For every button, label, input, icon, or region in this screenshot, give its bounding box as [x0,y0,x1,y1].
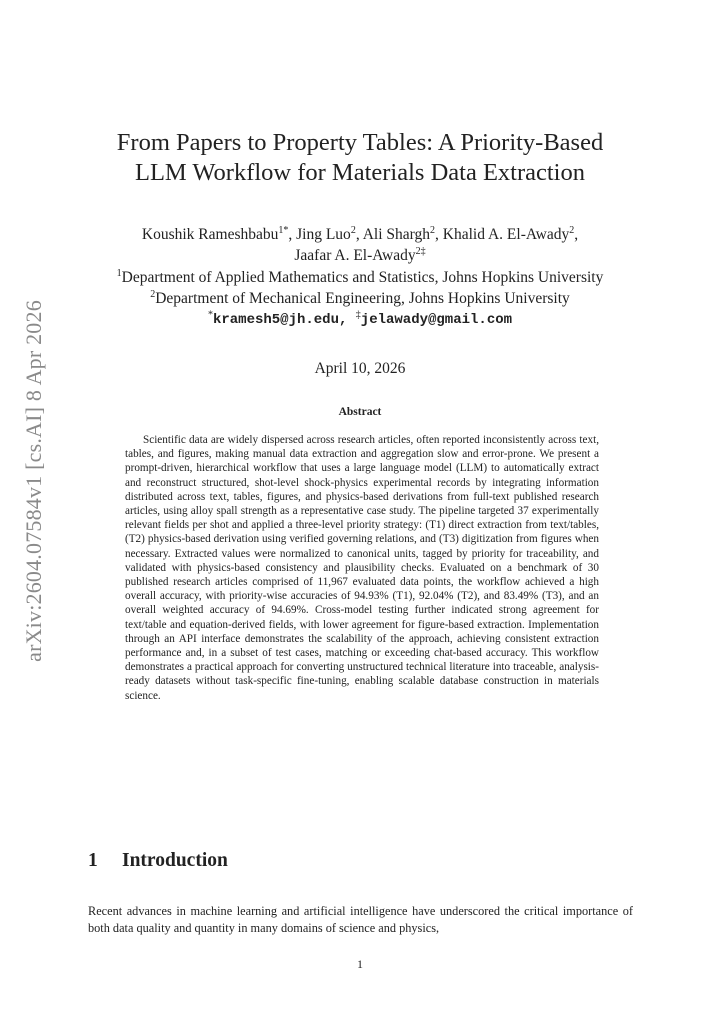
email-2: jelawady@gmail.com [360,312,513,328]
email-1: kramesh5@jh.edu, [212,312,356,328]
author-line-2 [60,245,660,266]
author-line-1-tail: , [574,226,579,243]
paper-title [60,128,660,188]
author-list [60,224,660,266]
arxiv-identifier-stamp [21,300,47,662]
affiliation-1 [40,267,680,288]
contact-emails [60,310,660,331]
arxiv-identifier-text: arXiv:2604.07584v1 [cs.AI] 8 Apr 2026 [21,300,47,662]
author-1-name: Koushik Rameshbabu [141,226,279,243]
title-line-1: From Papers to Property Tables: A Priority-Based [116,129,604,156]
affiliation-2-text: Department of Mechanical Engineering, Johns Hopkins University [155,290,570,307]
title-line-2: LLM Workflow for Materials Data Extraction [134,159,585,186]
author-1-affil-mark: 1* [278,224,289,236]
affiliation-1-text: Department of Applied Mathematics and Statistics, Johns Hopkins University [121,269,604,286]
author-2-name: , Jing Luo [288,226,351,243]
publication-date: April 10, 2026 [314,360,406,377]
author-4-affil-mark: 2 [569,224,575,236]
abstract-heading: Abstract [338,406,382,418]
abstract-text: Scientific data are widely dispersed across research articles, often reported inconsistently across text, tables, and figures, making manual data extraction and aggregation slow and error-prone. We present a prompt-driven, hierarchical workflow that uses a large language model (LLM) to automatically extract and reconstruct structured, shot-level shock-physics experimental records by integrating information distributed across text, tables, figures, and physics-based derivations from full-text published research articles, using alloy spall strength as a representative case study. The pipeline targeted 37 experimentally relevant fields per shot and applied a three-level priority strategy: (T1) direct extraction from text/tables, (T2) physics-based derivation using verified governing relations, and (T3) digitization from figures when necessary. Extracted values were normalized to canonical units, tagged by priority for traceability, and validated with physics-based consistency and plausibility checks. Evaluated on a benchmark of 30 published research articles comprised of 11,967 evaluated data points, the workflow achieved a high overall accuracy, with priority-wise accuracies of 94.93% (T1), 92.04% (T2), and 83.49% (T3), and an overall weighted accuracy of 94.69%. Cross-model testing further indicated strong agreement for text/table and equation-derived fields, with lower agreement for figure-based extraction. Implementation through an API interface demonstrates the scalability of the approach, achieving consistent extraction performance and, in a subset of test cases, matching or exceeding chat-based accuracy. This workflow demonstrates a practical approach for converting unstructured technical literature into traceable, analysis-ready datasets without task-specific fine-tuning, enabling scalable database construction in materials science. [125,434,599,702]
author-4-name: , Khalid A. El-Awady [435,226,570,243]
introduction-paragraph: Recent advances in machine learning and artificial intelligence have underscored the critical importance of both data quality and quantity in many domains of science and physics, [88,904,633,935]
affiliation-1-mark: 1 [116,267,122,279]
author-3-name: , Ali Shargh [355,226,431,243]
email-1-mark: * [207,309,213,321]
email-2-mark: ‡ [355,309,361,321]
page-number: 1 [357,957,363,971]
affiliation-2-mark: 2 [150,288,156,300]
author-5-affil-mark: 2‡ [415,245,426,257]
author-2-affil-mark: 2 [350,224,356,236]
author-line-1 [60,224,660,245]
author-3-affil-mark: 2 [430,224,436,236]
author-5-name: Jaafar A. El-Awady [294,247,416,264]
affiliation-2 [40,288,680,309]
section-title: Introduction [122,850,228,871]
section-heading-introduction [88,849,228,873]
section-number: 1 [88,850,98,871]
